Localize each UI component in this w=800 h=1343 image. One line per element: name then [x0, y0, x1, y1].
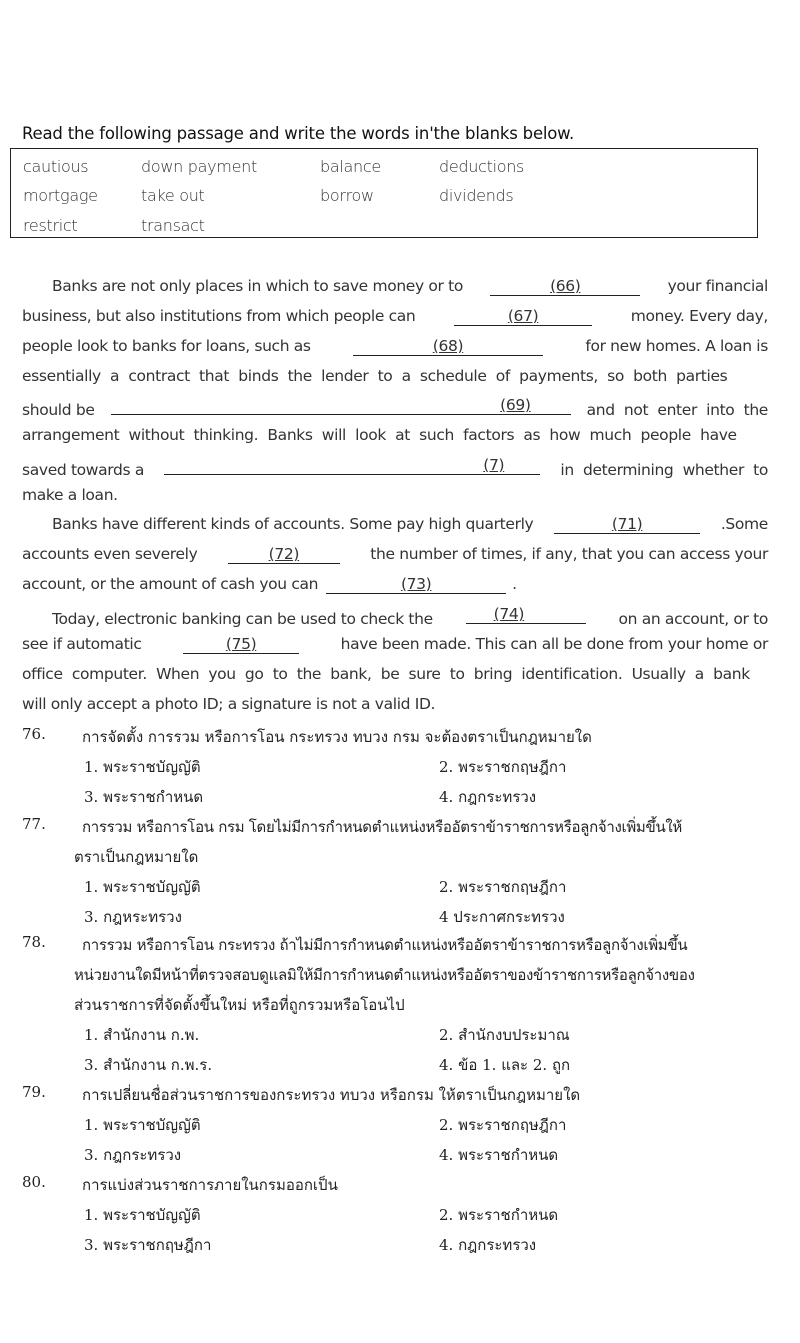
passage-line [22, 456, 768, 478]
passage-text: in determining whether to [560, 461, 768, 479]
blank-number: (72) [268, 545, 300, 563]
word-bank-item: deductions [439, 157, 525, 176]
option-1[interactable]: 1. พระราชบัญญัติ [84, 878, 201, 896]
word-bank-box [10, 148, 758, 238]
passage-text: arrangement without thinking. Banks will look at such factors as how much people have [22, 426, 737, 444]
passage-line [22, 396, 768, 418]
passage-text: .Some [720, 515, 768, 533]
blank-73[interactable] [326, 575, 506, 594]
blank-68[interactable] [353, 337, 543, 356]
passage-text: essentially a contract that binds the lender to a schedule of payments, so both parties [22, 367, 728, 385]
passage-text: your financial [667, 277, 768, 295]
passage-line [22, 515, 768, 537]
option-1[interactable]: 1. พระราชบัญญัติ [84, 1116, 201, 1134]
blank-number: (66) [550, 277, 581, 295]
passage-text: the number of times, if any, that you can access your [370, 545, 768, 563]
passage-text: people look to banks for loans, such as [22, 337, 311, 355]
option-2[interactable]: 2. พระราชกำหนด [439, 1206, 559, 1224]
passage-text: see if automatic [22, 635, 142, 653]
option-2[interactable]: 2. สำนักงบประมาณ [439, 1026, 570, 1044]
passage-text: and not enter into the [586, 401, 768, 419]
question-text: ตราเป็นกฎหมายใด [74, 848, 199, 866]
word-bank-item: balance [320, 157, 381, 176]
passage-text: office computer. When you go to the bank, be sure to bring identification. Usually a bank [22, 665, 750, 683]
question-79 [22, 1083, 782, 1169]
question-text: การจัดตั้ง การรวม หรือการโอน กระทรวง ทบวง กรม จะต้องตราเป็นกฎหมายใด [82, 728, 592, 746]
word-bank-item: mortgage [23, 186, 98, 205]
passage-line [22, 307, 768, 329]
blank-number: (7) [483, 456, 505, 474]
option-1[interactable]: 1. พระราชบัญญัติ [84, 758, 201, 776]
question-text: การเปลี่ยนชื่อส่วนราชการของกระทรวง ทบวง หรือกรม ให้ตราเป็นกฎหมายใด [82, 1086, 581, 1104]
question-77 [22, 815, 782, 931]
word-bank-item: dividends [439, 186, 514, 205]
option-3[interactable]: 3. สำนักงาน ก.พ.ร. [84, 1056, 213, 1074]
passage-text: Banks are not only places in which to save money or to [52, 277, 463, 295]
blank-71[interactable] [554, 515, 700, 534]
option-4[interactable]: 4. กฎกระทรวง [439, 1236, 537, 1254]
option-3[interactable]: 3. กฎหระทรวง [84, 908, 182, 926]
blank-74[interactable] [466, 605, 586, 624]
blank-70[interactable] [164, 456, 540, 475]
question-text: การรวม หรือการโอน กรม โดยไม่มีการกำหนดตำแหน่งหรืออัตราข้าราชการหรือลูกจ้างเพิ่มขึ้นให้ [82, 818, 683, 836]
word-bank-item: take out [141, 186, 205, 205]
word-bank-item: cautious [23, 157, 89, 176]
question-text: หน่วยงานใดมีหน้าที่ตรวจสอบดูแลมิให้มีการกำหนดตำแหน่งหรืออัตราของข้าราชการหรือลูกจ้างของ [74, 966, 695, 984]
passage-text: . [512, 575, 517, 593]
option-4[interactable]: 4. กฎกระทรวง [439, 788, 537, 806]
passage-text: will only accept a photo ID; a signature is not a valid ID. [22, 695, 436, 713]
question-number: 77. [22, 815, 46, 833]
option-2[interactable]: 2. พระราชกฤษฎีกา [439, 1116, 567, 1134]
instruction-heading: Read the following passage and write the words in'the blanks below. [22, 124, 574, 143]
passage-line [22, 665, 768, 687]
blank-66[interactable] [490, 277, 640, 296]
question-number: 79. [22, 1083, 46, 1101]
passage-line [22, 367, 768, 389]
passage-text: money. Every day, [630, 307, 768, 325]
option-4[interactable]: 4. ข้อ 1. และ 2. ถูก [439, 1056, 571, 1074]
question-80 [22, 1173, 782, 1259]
question-text: การรวม หรือการโอน กระทรวง ถ้าไม่มีการกำหนดตำแหน่งหรืออัตราข้าราชการหรือลูกจ้างเพิ่มขึ้น [82, 936, 688, 954]
passage-line [22, 277, 768, 299]
blank-number: (69) [500, 396, 531, 414]
passage-line [22, 695, 768, 717]
question-number: 80. [22, 1173, 46, 1191]
word-bank-item: restrict [23, 216, 78, 235]
passage-line [22, 605, 768, 627]
option-3[interactable]: 3. พระราชกำหนด [84, 788, 204, 806]
passage-line [22, 337, 768, 359]
blank-number: (74) [493, 605, 525, 623]
question-78 [22, 933, 782, 1079]
option-1[interactable]: 1. พระราชบัญญัติ [84, 1206, 201, 1224]
passage-text: Banks have different kinds of accounts. Some pay high quarterly [52, 515, 534, 533]
option-4[interactable]: 4. พระราชกำหนด [439, 1146, 559, 1164]
word-bank-item: down payment [141, 157, 257, 176]
word-bank-item: borrow [320, 186, 374, 205]
question-number: 78. [22, 933, 46, 951]
question-text: การแบ่งส่วนราชการภายในกรมออกเป็น [82, 1176, 338, 1194]
passage-line [22, 545, 768, 567]
passage-text: business, but also institutions from which people can [22, 307, 416, 325]
option-3[interactable]: 3. พระราชกฤษฎีกา [84, 1236, 212, 1254]
passage-line [22, 635, 768, 657]
option-2[interactable]: 2. พระราชกฤษฎีกา [439, 878, 567, 896]
passage-text: on an account, or to [618, 610, 768, 628]
question-text: ส่วนราชการที่จัดตั้งขึ้นใหม่ หรือที่ถูกรวมหรือโอนไป [74, 996, 405, 1014]
blank-67[interactable] [454, 307, 592, 326]
passage-text: Today, electronic banking can be used to check the [52, 610, 433, 628]
blank-number: (73) [400, 575, 432, 593]
passage-line [22, 426, 768, 448]
question-76 [22, 725, 782, 811]
option-2[interactable]: 2. พระราชกฤษฎีกา [439, 758, 567, 776]
passage-text: should be [22, 401, 95, 419]
word-bank-item: transact [141, 216, 205, 235]
option-1[interactable]: 1. สำนักงาน ก.พ. [84, 1026, 200, 1044]
passage-line [22, 575, 768, 597]
passage-text: account, or the amount of cash you can [22, 575, 319, 593]
blank-number: (68) [432, 337, 464, 355]
blank-number: (75) [225, 635, 257, 653]
passage-text: saved towards a [22, 461, 144, 479]
blank-69[interactable] [111, 396, 571, 415]
blank-number: (67) [507, 307, 539, 325]
option-3[interactable]: 3. กฎกระทรวง [84, 1146, 182, 1164]
question-number: 76. [22, 725, 46, 743]
blank-72[interactable] [228, 545, 340, 564]
option-4[interactable]: 4 ประกาศกระทรวง [439, 908, 565, 926]
passage-text: accounts even severely [22, 545, 198, 563]
passage-text: make a loan. [22, 486, 118, 504]
blank-75[interactable] [183, 635, 299, 654]
passage-line [22, 486, 768, 508]
passage-text: for new homes. A loan is [585, 337, 768, 355]
blank-number: (71) [611, 515, 643, 533]
passage-text: have been made. This can all be done from your home or [340, 635, 768, 653]
